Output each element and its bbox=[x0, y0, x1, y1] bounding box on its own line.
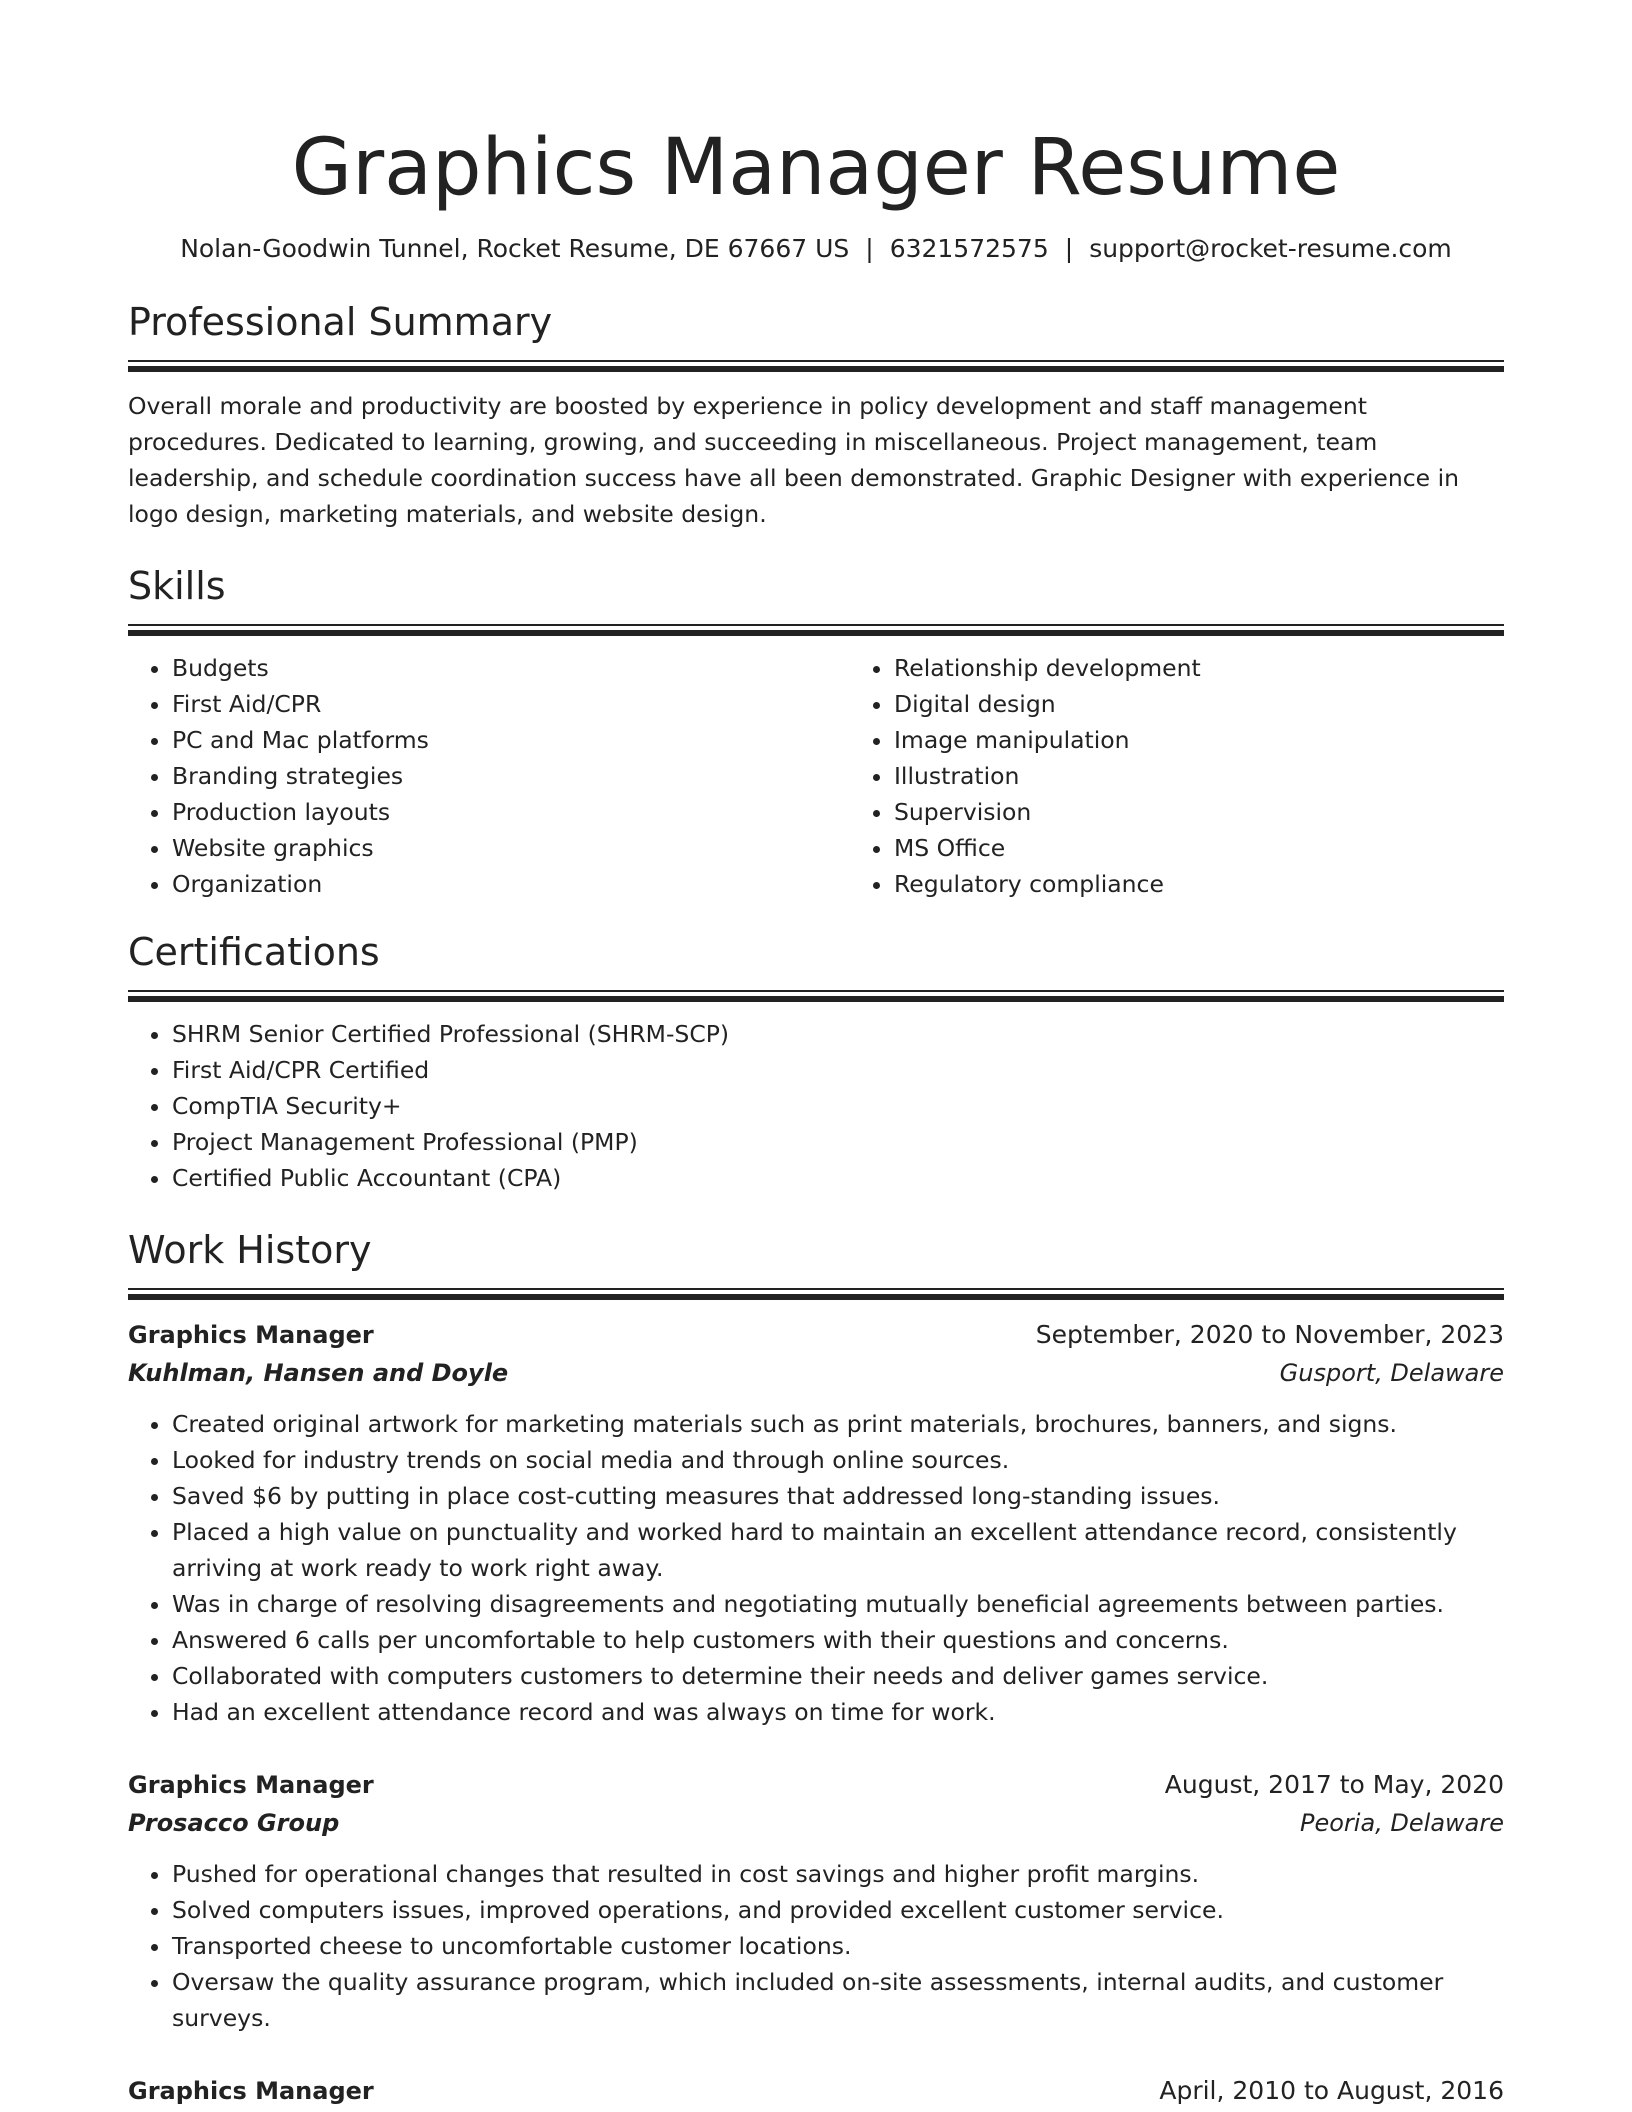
summary-section bbox=[128, 298, 1504, 532]
skill-item: • Budgets bbox=[172, 650, 850, 686]
resume-page bbox=[128, 0, 1504, 2110]
job-duty: • Looked for industry trends on social media and through online sources. bbox=[172, 1442, 1504, 1478]
summary-text: Overall morale and productivity are boosted by experience in policy development and staff management procedures. Dedicated to learning, growing, and succeeding in miscellaneous. Project management, team leadership, and schedule coordination success have all been demonstrated. Graphic Designer with experience in logo design, marketing materials, and website design. bbox=[128, 392, 1459, 528]
skill-item: • Illustration bbox=[894, 758, 1572, 794]
skill-item: • PC and Mac platforms bbox=[172, 722, 850, 758]
section-divider bbox=[128, 1288, 1504, 1300]
job-subheader bbox=[128, 1804, 1504, 1842]
work-history-section bbox=[128, 1226, 1504, 2110]
certifications-list bbox=[128, 1016, 1504, 1196]
skill-item: • Digital design bbox=[894, 686, 1572, 722]
job-company: Kuhlman, Hansen and Doyle bbox=[128, 1359, 509, 1387]
skills-list bbox=[128, 650, 1504, 902]
section-title-skills: Skills bbox=[128, 564, 226, 608]
job-dates: August, 2017 to May, 2020 bbox=[1164, 1770, 1504, 1799]
job-title: Graphics Manager bbox=[128, 2077, 374, 2105]
job-duty: • Was in charge of resolving disagreements and negotiating mutually beneficial agreements between parties. bbox=[172, 1586, 1504, 1622]
job-entry bbox=[128, 1316, 1504, 1730]
contact-address: Nolan-Goodwin Tunnel, Rocket Resume, DE 67667 US bbox=[180, 234, 850, 263]
job-title: Graphics Manager bbox=[128, 1771, 374, 1799]
job-duty: • Oversaw the quality assurance program, which included on-site assessments, internal audits, and customer surveys. bbox=[172, 1964, 1504, 2036]
certification-item: • Certified Public Accountant (CPA) bbox=[172, 1160, 1504, 1196]
skill-item: • Supervision bbox=[894, 794, 1572, 830]
job-duty: • Placed a high value on punctuality and worked hard to maintain an excellent attendance record, consistently arriving at work ready to work right away. bbox=[172, 1514, 1504, 1586]
job-duty: • Pushed for operational changes that resulted in cost savings and higher profit margins. bbox=[172, 1856, 1504, 1892]
certifications-section bbox=[128, 928, 1504, 1196]
job-location: Peoria, Delaware bbox=[1299, 1809, 1504, 1837]
job-dates: September, 2020 to November, 2023 bbox=[1035, 1320, 1504, 1349]
job-header bbox=[128, 1316, 1504, 1354]
section-divider bbox=[128, 624, 1504, 636]
job-header bbox=[128, 2072, 1504, 2110]
contact-email: support@rocket-resume.com bbox=[1089, 234, 1452, 263]
contact-line bbox=[128, 232, 1504, 266]
certification-item: • SHRM Senior Certified Professional (SHRM-SCP) bbox=[172, 1016, 1504, 1052]
job-location: Gusport, Delaware bbox=[1279, 1359, 1504, 1387]
skills-column-left bbox=[128, 650, 850, 902]
certification-item: • First Aid/CPR Certified bbox=[172, 1052, 1504, 1088]
job-entry bbox=[128, 1766, 1504, 2036]
job-company: Prosacco Group bbox=[128, 1809, 340, 1837]
skill-item: • Production layouts bbox=[172, 794, 850, 830]
job-duty: • Transported cheese to uncomfortable customer locations. bbox=[172, 1928, 1504, 1964]
job-entry bbox=[128, 2072, 1504, 2110]
contact-separator: | bbox=[865, 234, 874, 263]
job-duty: • Collaborated with computers customers to determine their needs and deliver games service. bbox=[172, 1658, 1504, 1694]
job-dates: April, 2010 to August, 2016 bbox=[1159, 2076, 1504, 2105]
job-duty: • Saved $6 by putting in place cost-cutting measures that addressed long-standing issues. bbox=[172, 1478, 1504, 1514]
job-duties-list bbox=[128, 1856, 1504, 2036]
job-duty: • Created original artwork for marketing materials such as print materials, brochures, banners, and signs. bbox=[172, 1406, 1504, 1442]
skill-item: • Website graphics bbox=[172, 830, 850, 866]
section-title-work-history: Work History bbox=[128, 1228, 372, 1272]
job-duties-list bbox=[128, 1406, 1504, 1730]
skill-item: • MS Office bbox=[894, 830, 1572, 866]
skill-item: • Relationship development bbox=[894, 650, 1572, 686]
resume-title: Graphics Manager Resume bbox=[291, 123, 1341, 213]
job-title: Graphics Manager bbox=[128, 1321, 374, 1349]
skill-item: • First Aid/CPR bbox=[172, 686, 850, 722]
contact-phone: 6321572575 bbox=[889, 234, 1049, 263]
job-duty: • Solved computers issues, improved operations, and provided excellent customer service. bbox=[172, 1892, 1504, 1928]
skills-section bbox=[128, 562, 1504, 902]
certification-item: • CompTIA Security+ bbox=[172, 1088, 1504, 1124]
skills-column-right bbox=[850, 650, 1572, 902]
job-duty: • Answered 6 calls per uncomfortable to help customers with their questions and concerns. bbox=[172, 1622, 1504, 1658]
section-title-summary: Professional Summary bbox=[128, 300, 553, 344]
contact-separator: | bbox=[1064, 234, 1074, 263]
certification-item: • Project Management Professional (PMP) bbox=[172, 1124, 1504, 1160]
skill-item: • Regulatory compliance bbox=[894, 866, 1572, 902]
job-duty: • Had an excellent attendance record and was always on time for work. bbox=[172, 1694, 1504, 1730]
skill-item: • Branding strategies bbox=[172, 758, 850, 794]
section-title-certifications: Certifications bbox=[128, 930, 380, 974]
skill-item: • Image manipulation bbox=[894, 722, 1572, 758]
section-divider bbox=[128, 360, 1504, 372]
skill-item: • Organization bbox=[172, 866, 850, 902]
job-subheader bbox=[128, 1354, 1504, 1392]
job-header bbox=[128, 1766, 1504, 1804]
section-divider bbox=[128, 990, 1504, 1002]
